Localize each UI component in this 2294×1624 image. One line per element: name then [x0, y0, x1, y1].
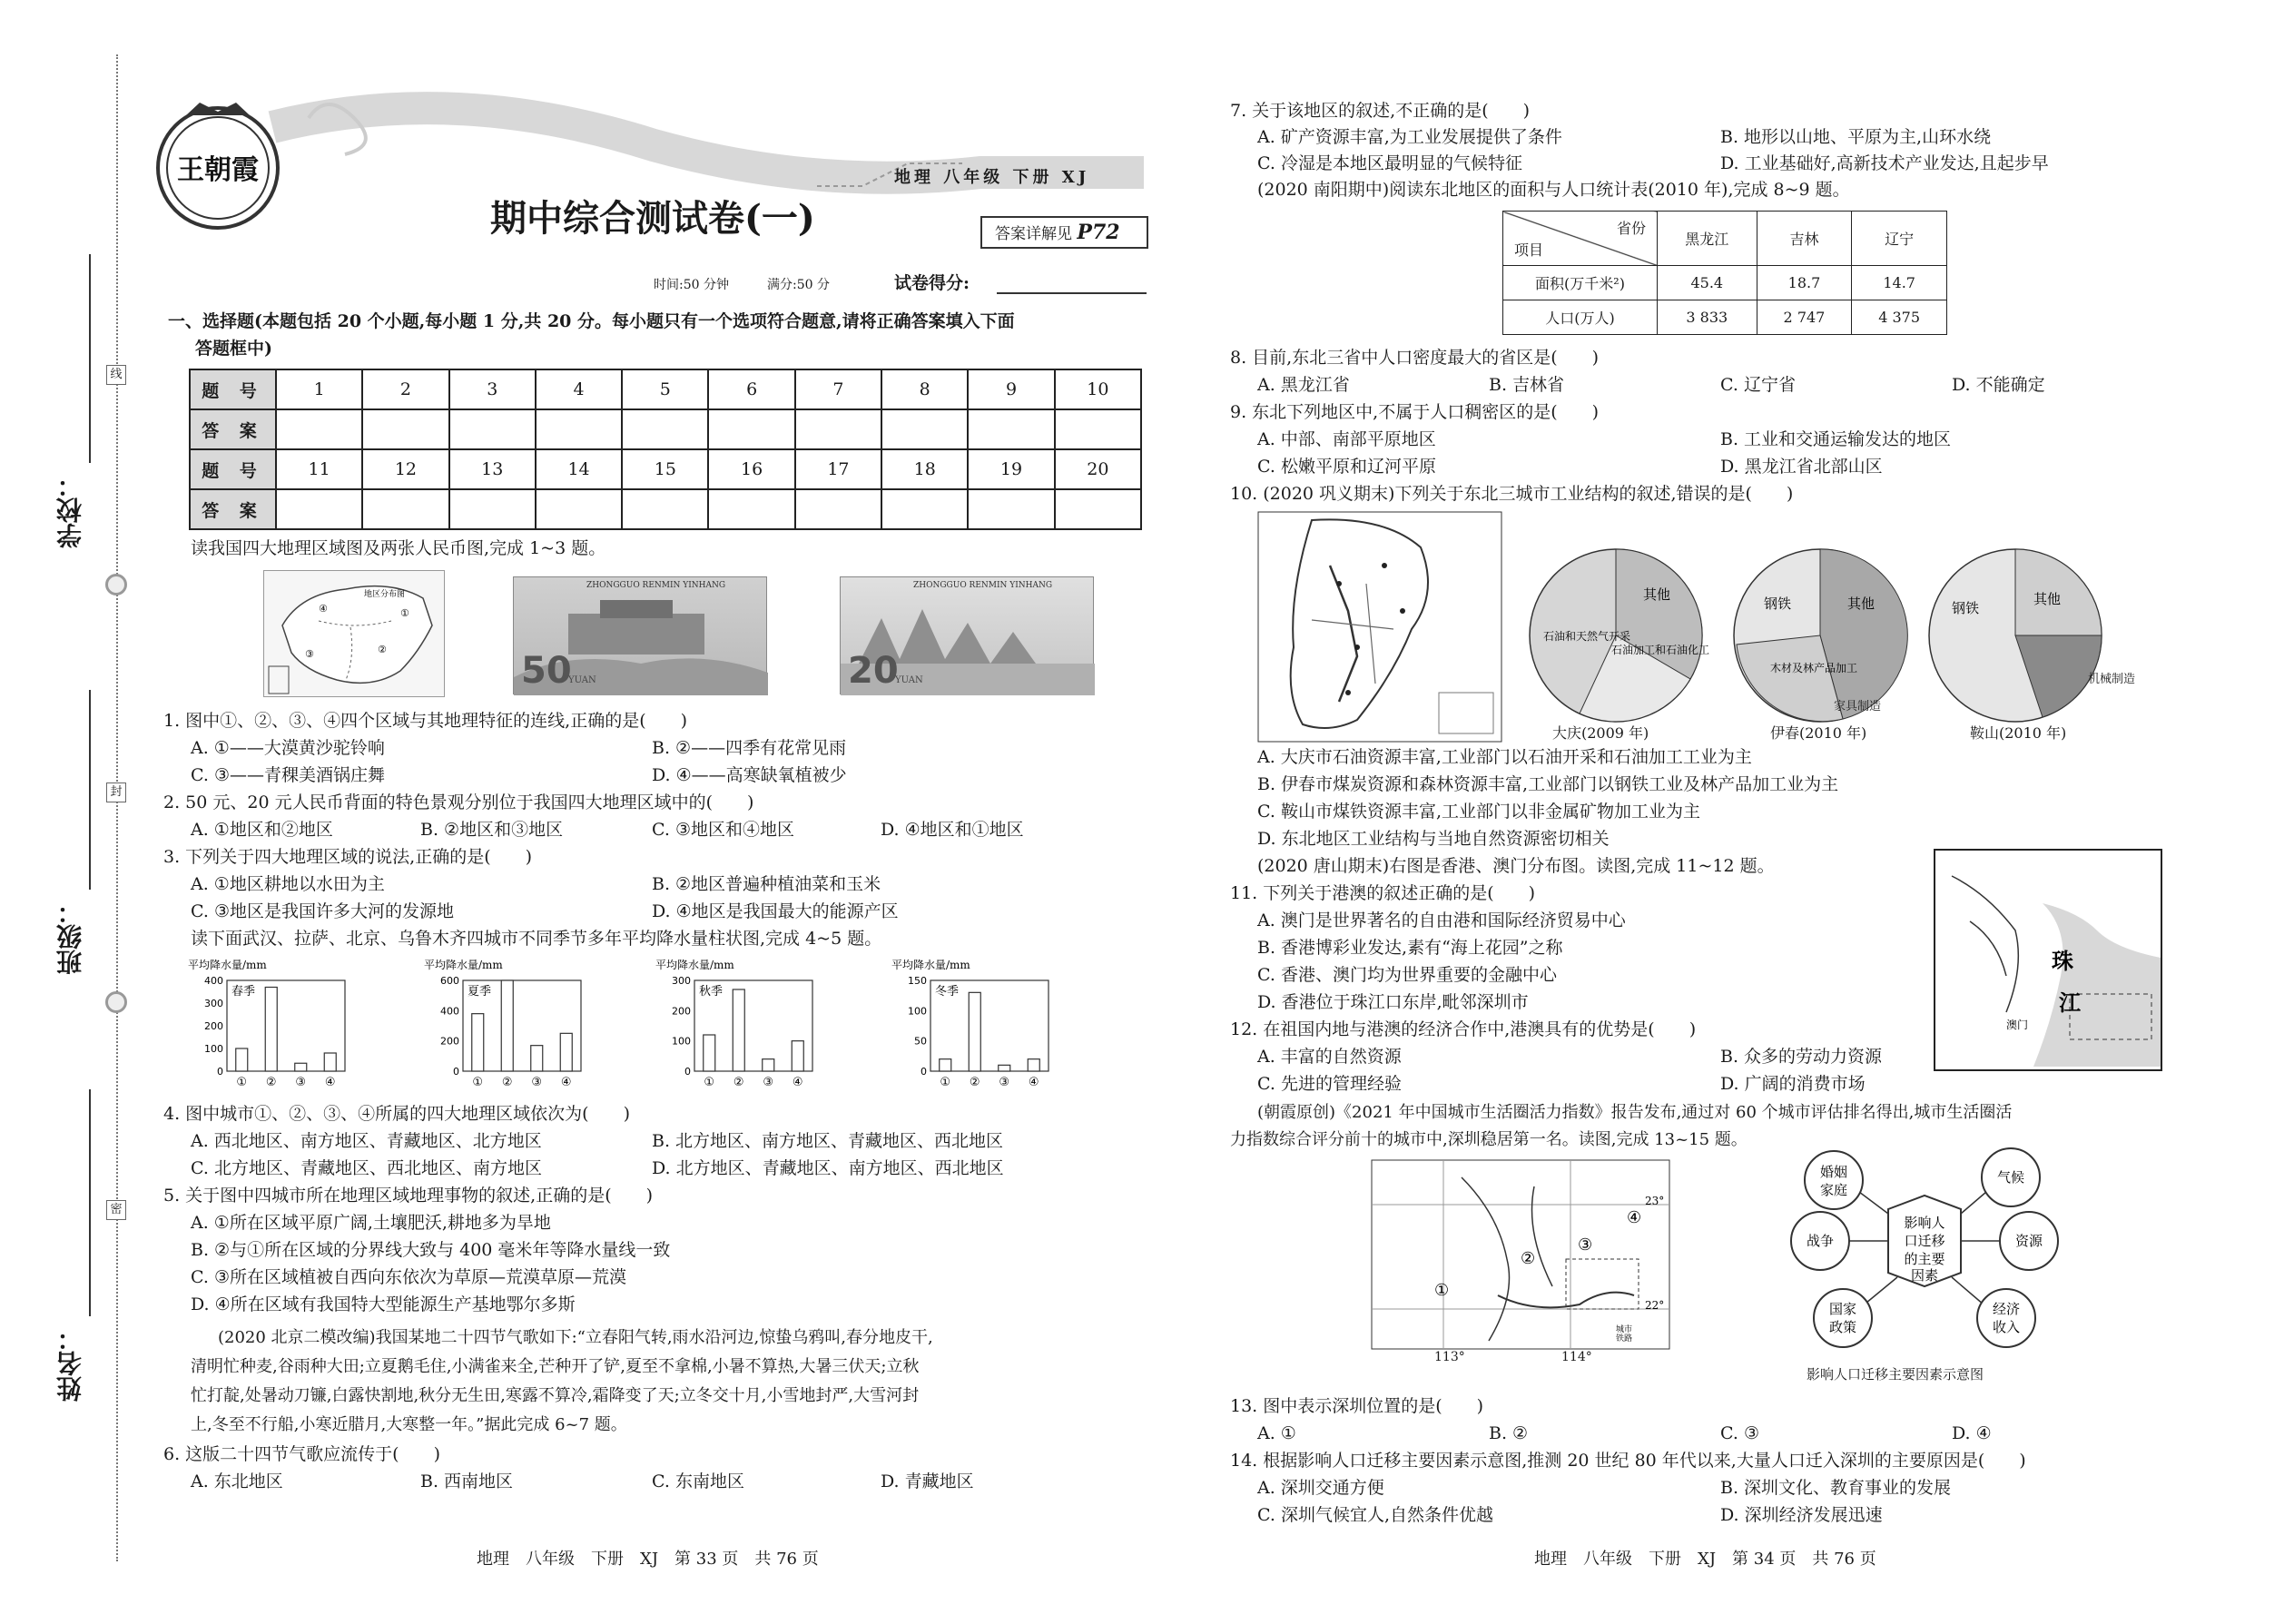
q3-stem: 3. 下列关于四大地理区域的说法,正确的是( ): [163, 847, 533, 867]
q5-option-a[interactable]: A. ①所在区域平原广阔,土壤肥沃,耕地多为旱地: [191, 1213, 551, 1233]
q4-option-c[interactable]: C. 北方地区、青藏地区、西北地区、南方地区: [191, 1158, 542, 1178]
stat-cell: 45.4: [1658, 266, 1757, 300]
binding-ring-1: [105, 574, 127, 595]
chart-season-title: 夏季: [468, 985, 492, 999]
q11-option-a[interactable]: A. 澳门是世界著名的自由港和国际经济贸易中心: [1257, 910, 1626, 930]
q5-option-c[interactable]: C. ③所在区域植被自西向东依次为草原—荒漠草原—荒漠: [191, 1267, 626, 1287]
chart-xtick: ①: [704, 1076, 715, 1089]
grid-num: 8: [881, 369, 968, 409]
answer-cell[interactable]: [622, 489, 708, 529]
grid-head-a2: 答 案: [190, 489, 276, 529]
pie-daqing: [1530, 549, 1709, 722]
chart-ytick: 100: [908, 1005, 927, 1018]
chart-ytick: 200: [204, 1020, 223, 1032]
answer-cell[interactable]: [362, 489, 448, 529]
industry-pie-charts: [1525, 545, 2062, 744]
chart-ytick: 0: [684, 1066, 691, 1078]
q12-option-a[interactable]: A. 丰富的自然资源: [1257, 1047, 1402, 1067]
grid-num: 2: [362, 369, 448, 409]
q1-option-b[interactable]: B. ②——四季有花常见雨: [652, 738, 847, 758]
pie-label: 石油加工和石油化工: [1611, 644, 1710, 656]
grid-head-q2: 题 号: [190, 449, 276, 489]
gd-marker-1: ①: [1434, 1281, 1450, 1300]
node-marriage-2: 家庭: [1819, 1182, 1848, 1198]
q12-option-b[interactable]: B. 众多的劳动力资源: [1720, 1047, 1883, 1067]
node-climate: 气候: [1996, 1169, 2025, 1186]
chart-bar: [531, 1046, 543, 1071]
chart-ytick: 0: [217, 1066, 223, 1078]
chart-ytick: 0: [921, 1066, 927, 1078]
name-label: 姓名：: [55, 1325, 85, 1402]
rmb-20-value: 20: [848, 650, 899, 692]
intro-q4-5: 读下面武汉、拉萨、北京、乌鲁木齐四城市不同季节多年平均降水量柱状图,完成 4~5 题。: [191, 929, 882, 949]
stat-row-population: [1503, 300, 1947, 335]
chart-ytick: 150: [908, 975, 927, 987]
gd-lon-113: 113°: [1434, 1350, 1465, 1364]
intro-q6-7-line1: (2020 北京二模改编)我国某地二十四节气歌如下:“立春阳气转,雨水沿河边,惊蛰乌鸦叫,春分地皮干,: [218, 1328, 933, 1347]
q7-option-d[interactable]: D. 工业基础好,高新技术产业发达,且起步早: [1720, 153, 2049, 173]
answer-grid-row-num1: [190, 369, 1141, 409]
q6-stem: 6. 这版二十四节气歌应流传于( ): [163, 1444, 440, 1464]
stat-row-area: [1503, 266, 1947, 300]
binding-ring-2: [105, 991, 127, 1013]
q6-option-c[interactable]: C. 东南地区: [652, 1471, 744, 1491]
chart-season-title: 冬季: [935, 985, 960, 999]
grid-head-a1: 答 案: [190, 409, 276, 449]
gd-lon-114: 114°: [1561, 1350, 1592, 1364]
chart-xtick: ④: [1028, 1076, 1039, 1089]
migration-center-4: 因素: [1910, 1267, 1939, 1284]
q10-option-b[interactable]: B. 伊春市煤炭资源和森林资源丰富,工业部门以钢铁工业及林产品加工业为主: [1257, 774, 1839, 794]
gd-legend-rail: 铁路: [1616, 1334, 1633, 1343]
intro-q13-15-line2: 力指数综合评分前十的城市中,深圳稳居第一名。读图,完成 13~15 题。: [1230, 1130, 1748, 1149]
gd-lat-22: 22°: [1645, 1299, 1665, 1312]
q10-stem: 10. (2020 巩义期末)下列关于东北三城市工业结构的叙述,错误的是( ): [1230, 484, 1794, 504]
seal-char-mi: 密: [106, 1200, 126, 1220]
intro-q6-7-line2: 清明忙种麦,谷雨种大田;立夏鹅毛住,小满雀来全,芒种开了铲,夏至不拿棉,小暑不算热,大暑三伏天;立秋: [191, 1357, 920, 1376]
school-label: 学校：: [55, 472, 85, 548]
q5-option-b[interactable]: B. ②与①所在区域的分界线大致与 400 毫米年等降水量线一致: [191, 1240, 671, 1260]
stat-col: 黑龙江: [1658, 212, 1757, 266]
chart-xtick: ③: [763, 1076, 774, 1089]
q10-option-c[interactable]: C. 鞍山市煤铁资源丰富,工业部门以非金属矿物加工业为主: [1257, 802, 1700, 822]
chart-ylabel: 平均降水量/mm: [188, 959, 267, 971]
grid-num: 1: [276, 369, 362, 409]
answer-cell[interactable]: [536, 409, 622, 449]
svg-text:④: ④: [319, 603, 328, 615]
q6-option-a[interactable]: A. 东北地区: [191, 1471, 283, 1491]
chart-xtick: ②: [265, 1076, 277, 1089]
stat-corner-cell: [1503, 212, 1658, 266]
pie-city-yichun: 伊春(2010 年): [1770, 724, 1867, 742]
q11-option-d[interactable]: D. 香港位于珠江口东岸,毗邻深圳市: [1257, 992, 1529, 1012]
rmb-20-note: [840, 576, 1094, 694]
q3-option-a[interactable]: A. ①地区耕地以水田为主: [191, 874, 385, 894]
grid-num: 12: [362, 449, 448, 489]
answer-cell[interactable]: [708, 489, 794, 529]
answer-cell[interactable]: [968, 489, 1054, 529]
grid-num: 10: [1055, 369, 1141, 409]
q14-stem: 14. 根据影响人口迁移主要因素示意图,推测 20 世纪 80 年代以来,大量人口迁入深圳的主要原因是( ): [1230, 1451, 2026, 1471]
chart-ytick: 100: [204, 1043, 223, 1055]
q8-option-d[interactable]: D. 不能确定: [1952, 375, 2045, 395]
chart-bar: [501, 980, 513, 1071]
intro-q13-15-line1: (朝霞原创)《2021 年中国城市生活圈活力指数》报告发布,通过对 60 个城市评估排名得出,城市生活圈活: [1257, 1103, 2013, 1122]
grid-num: 15: [622, 449, 708, 489]
stat-row-label: 人口(万人): [1503, 300, 1658, 335]
grid-head-q1: 题 号: [190, 369, 276, 409]
chart-ytick: 100: [672, 1035, 691, 1048]
q8-option-b[interactable]: B. 吉林省: [1489, 375, 1565, 395]
footer-right: 地理 八年级 下册 XJ 第 34 页 共 76 页: [1534, 1550, 1876, 1569]
chart-ytick: 200: [440, 1035, 459, 1048]
node-resources: 资源: [2014, 1233, 2043, 1249]
chart-xtick: ④: [324, 1076, 336, 1089]
answer-cell[interactable]: [449, 489, 536, 529]
chart-bar: [969, 992, 980, 1071]
q1-stem: 1. 图中①、②、③、④四个区域与其地理特征的连线,正确的是( ): [163, 711, 688, 731]
answer-grid-row-ans1: [190, 409, 1141, 449]
chart-ytick: 0: [453, 1066, 459, 1078]
answer-cell[interactable]: [449, 409, 536, 449]
node-marriage-1: 婚姻: [1819, 1164, 1848, 1180]
svg-text:②: ②: [378, 644, 387, 655]
q3-option-d[interactable]: D. ④地区是我国最大的能源产区: [652, 901, 899, 921]
rmb-50-yuan: YUAN: [568, 675, 596, 685]
chart-ylabel: 平均降水量/mm: [655, 959, 734, 971]
chart-xtick: ①: [236, 1076, 248, 1089]
seal-char-xian: 线: [106, 365, 126, 385]
stat-cell: 2 747: [1757, 300, 1852, 335]
pie-label: 其他: [2033, 591, 2062, 607]
q14-option-c[interactable]: C. 深圳气候宜人,自然条件优越: [1257, 1505, 1493, 1525]
q8-option-a[interactable]: A. 黑龙江省: [1257, 375, 1350, 395]
pie-city-daqing: 大庆(2009 年): [1552, 724, 1649, 742]
q7-option-b[interactable]: B. 地形以山地、平原为主,山环水绕: [1720, 127, 1992, 147]
node-policy-1: 国家: [1828, 1301, 1857, 1317]
grid-num: 19: [968, 449, 1054, 489]
q5-option-d[interactable]: D. ④所在区域有我国特大型能源生产基地鄂尔多斯: [191, 1294, 576, 1314]
chart-bar: [560, 1033, 572, 1071]
q2-option-c[interactable]: C. ③地区和④地区: [652, 820, 794, 840]
pie-label: 其他: [1643, 586, 1671, 603]
chart-bar: [940, 1059, 951, 1071]
header-tags: 地理 八年级 下册 XJ: [894, 168, 1090, 187]
grid-num: 5: [622, 369, 708, 409]
q9-option-a[interactable]: A. 中部、南部平原地区: [1257, 429, 1436, 449]
chart-ytick: 50: [914, 1035, 927, 1048]
migration-center-2: 口迁移: [1904, 1233, 1945, 1249]
q12-stem: 12. 在祖国内地与港澳的经济合作中,港澳具有的优势是( ): [1230, 1019, 1697, 1039]
intro-q11-12: (2020 唐山期末)右图是香港、澳门分布图。读图,完成 11~12 题。: [1257, 856, 1775, 876]
answer-cell[interactable]: [795, 409, 881, 449]
q1-option-d[interactable]: D. ④——高寒缺氧植被少: [652, 765, 847, 785]
chart-bar: [733, 989, 744, 1071]
stat-cell: 14.7: [1852, 266, 1947, 300]
footer-left: 地理 八年级 下册 XJ 第 33 页 共 76 页: [477, 1550, 819, 1569]
intro-q6-7-line4: 上,冬至不行船,小寒近腊月,大寒整一年。”据此完成 6~7 题。: [191, 1415, 627, 1434]
pearl-river-char1: 珠: [2052, 948, 2073, 974]
q9-option-c[interactable]: C. 松嫩平原和辽河平原: [1257, 457, 1436, 477]
school-write-line[interactable]: [89, 254, 91, 463]
china-region-map: [263, 570, 445, 697]
stat-row-label: 面积(万千米²): [1503, 266, 1658, 300]
q2-option-b[interactable]: B. ②地区和③地区: [420, 820, 564, 840]
stat-corner-top: 省份: [1616, 220, 1646, 237]
china-map-title: 地区分布图: [364, 590, 406, 599]
q13-option-c[interactable]: C. ③: [1720, 1423, 1759, 1443]
svg-text:③: ③: [305, 648, 314, 660]
answer-grid-row-num2: [190, 449, 1141, 489]
answer-grid-row-ans2: [190, 489, 1141, 529]
pie-city-anshan: 鞍山(2010 年): [1970, 724, 2067, 742]
grid-num: 9: [968, 369, 1054, 409]
pearl-river-delta-map: [1371, 1159, 1670, 1350]
chart-xtick: ②: [969, 1076, 980, 1089]
migration-center-1: 影响人: [1904, 1215, 1945, 1231]
hongkong-macau-map: [1934, 849, 2162, 1071]
answer-cell[interactable]: [276, 489, 362, 529]
pie-label: 其他: [1847, 595, 1876, 612]
answer-cell[interactable]: [708, 409, 794, 449]
answer-ref-text: 答案详解见: [995, 225, 1072, 243]
q2-option-d[interactable]: D. ④地区和①地区: [881, 820, 1024, 840]
chart-bar: [1028, 1059, 1039, 1071]
precip-chart-1: [422, 958, 604, 1098]
q6-option-d[interactable]: D. 青藏地区: [881, 1471, 974, 1491]
chart-ytick: 400: [440, 1005, 459, 1018]
binding-dotted-line: [116, 54, 118, 1561]
grid-num: 6: [708, 369, 794, 409]
stat-col: 吉林: [1757, 212, 1852, 266]
q7-option-a[interactable]: A. 矿产资源丰富,为工业发展提供了条件: [1257, 127, 1562, 147]
precip-chart-2: [654, 958, 835, 1098]
answer-cell[interactable]: [536, 489, 622, 529]
answer-cell[interactable]: [276, 409, 362, 449]
q9-stem: 9. 东北下列地区中,不属于人口稠密区的是( ): [1230, 402, 1600, 422]
q3-option-c[interactable]: C. ③地区是我国许多大河的发源地: [191, 901, 454, 921]
seal-char-feng: 封: [106, 782, 126, 802]
q4-option-d[interactable]: D. 北方地区、青藏地区、南方地区、西北地区: [652, 1158, 1004, 1178]
stat-cell: 3 833: [1658, 300, 1757, 335]
answer-reference-box: [980, 216, 1148, 249]
chart-bar: [236, 1048, 248, 1071]
pie-anshan-machinery: 机械制造: [2088, 673, 2136, 686]
grid-num: 18: [881, 449, 968, 489]
answer-cell[interactable]: [622, 409, 708, 449]
chart-xtick: ③: [999, 1076, 1010, 1089]
q12-option-c[interactable]: C. 先进的管理经验: [1257, 1074, 1402, 1094]
intro-q8-9: (2020 南阳期中)阅读东北地区的面积与人口统计表(2010 年),完成 8~9 题。: [1257, 180, 1850, 200]
pie-label: 木材及林产品加工: [1770, 662, 1858, 674]
q8-stem: 8. 目前,东北三省中人口密度最大的省区是( ): [1230, 348, 1600, 368]
chart-xtick: ④: [560, 1076, 572, 1089]
chart-ylabel: 平均降水量/mm: [424, 959, 503, 971]
class-write-line[interactable]: [89, 690, 91, 890]
exam-time: 时间:50 分钟: [654, 278, 729, 292]
pie-label: 石油和天然气开采: [1543, 630, 1631, 643]
pie-yichun: [1734, 549, 1907, 722]
q11-option-c[interactable]: C. 香港、澳门均为世界重要的金融中心: [1257, 965, 1557, 985]
gd-legend-city: 城市: [1616, 1325, 1633, 1334]
chart-ytick: 400: [204, 975, 223, 987]
pie-yichun-furniture: 家具制造: [1834, 700, 1882, 714]
page-title: 期中综合测试卷(一): [490, 197, 815, 240]
q14-option-a[interactable]: A. 深圳交通方便: [1257, 1478, 1384, 1498]
q7-stem: 7. 关于该地区的叙述,不正确的是( ): [1230, 101, 1531, 121]
class-label: 班级：: [55, 899, 85, 975]
pearl-river-char2: 江: [2059, 989, 2081, 1016]
answer-cell[interactable]: [795, 489, 881, 529]
intro-q1-3: 读我国四大地理区域图及两张人民币图,完成 1~3 题。: [191, 538, 606, 558]
chart-ytick: 600: [440, 975, 459, 987]
q13-option-a[interactable]: A. ①: [1257, 1423, 1296, 1443]
grid-num: 11: [276, 449, 362, 489]
migration-caption: 影响人口迁移主要因素示意图: [1807, 1366, 1984, 1383]
gd-marker-2: ②: [1521, 1249, 1536, 1268]
grid-num: 17: [795, 449, 881, 489]
precip-chart-3: [890, 958, 1071, 1098]
name-write-line[interactable]: [89, 1089, 91, 1316]
q14-option-b[interactable]: B. 深圳文化、教育事业的发展: [1720, 1478, 1952, 1498]
chart-bar: [324, 1053, 336, 1071]
answer-grid: [189, 369, 1142, 530]
chart-bar: [295, 1063, 307, 1071]
grid-num: 7: [795, 369, 881, 409]
q10-option-a[interactable]: A. 大庆市石油资源丰富,工业部门以石油开采和石油加工工业为主: [1257, 747, 1752, 767]
rmb-50-bank: ZHONGGUO RENMIN YINHANG: [586, 581, 726, 590]
svg-text:①: ①: [400, 607, 409, 619]
node-policy-2: 政策: [1828, 1319, 1857, 1335]
answer-cell[interactable]: [881, 489, 968, 529]
section1-title: 一、选择题(本题包括 20 个小题,每小题 1 分,共 20 分。每小题只有一个选项符合题意,请将正确答案填入下面: [168, 311, 1015, 331]
gd-marker-3: ③: [1578, 1235, 1593, 1255]
gd-marker-4: ④: [1627, 1208, 1642, 1227]
chart-bar: [472, 1014, 484, 1071]
q9-option-d[interactable]: D. 黑龙江省北部山区: [1720, 457, 1883, 477]
answer-cell[interactable]: [1055, 409, 1141, 449]
chart-ylabel: 平均降水量/mm: [891, 959, 970, 971]
chart-season-title: 秋季: [699, 985, 724, 999]
chart-ytick: 300: [672, 975, 691, 987]
macau-label: 澳门: [2006, 1019, 2029, 1031]
stat-col: 辽宁: [1852, 212, 1947, 266]
grid-num: 4: [536, 369, 622, 409]
q9-option-b[interactable]: B. 工业和交通运输发达的地区: [1720, 429, 1952, 449]
grid-num: 3: [449, 369, 536, 409]
chart-xtick: ②: [501, 1076, 513, 1089]
q13-stem: 13. 图中表示深圳位置的是( ): [1230, 1396, 1484, 1416]
score-label: 试卷得分:: [894, 273, 970, 293]
node-war: 战争: [1806, 1233, 1835, 1249]
q13-option-d[interactable]: D. ④: [1952, 1423, 1992, 1443]
chart-xtick: ①: [472, 1076, 484, 1089]
gd-lat-23: 23°: [1645, 1195, 1665, 1207]
section1-title-cont: 答题框中): [195, 339, 272, 359]
svg-text:王朝霞: 王朝霞: [177, 154, 259, 186]
node-income-2: 收入: [1992, 1319, 2021, 1335]
answer-cell[interactable]: [1055, 489, 1141, 529]
chart-bar: [763, 1059, 774, 1071]
q2-stem: 2. 50 元、20 元人民币背面的特色景观分别位于我国四大地理区域中的( ): [163, 792, 754, 812]
pie-label: 钢铁: [1764, 595, 1792, 612]
q11-option-b[interactable]: B. 香港博彩业发达,素有“海上花园”之称: [1257, 938, 1563, 958]
grid-num: 16: [708, 449, 794, 489]
chart-bar: [704, 1035, 715, 1071]
rmb-20-bank: ZHONGGUO RENMIN YINHANG: [913, 581, 1053, 590]
q14-option-d[interactable]: D. 深圳经济发展迅速: [1720, 1505, 1883, 1525]
stat-cell: 4 375: [1852, 300, 1947, 335]
grid-num: 14: [536, 449, 622, 489]
chart-bar: [265, 988, 277, 1072]
q3-option-b[interactable]: B. ②地区普遍种植油菜和玉米: [652, 874, 881, 894]
chart-season-title: 春季: [231, 985, 256, 999]
northeast-stat-table: [1502, 211, 1947, 335]
q1-option-a[interactable]: A. ①——大漠黄沙驼铃响: [191, 738, 385, 758]
q5-stem: 5. 关于图中四城市所在地理区域地理事物的叙述,正确的是( ): [163, 1186, 654, 1206]
chart-xtick: ③: [531, 1076, 543, 1089]
stat-header-row: [1503, 212, 1947, 266]
northeast-china-map: [1257, 511, 1502, 743]
q1-option-c[interactable]: C. ③——青稞美酒锅庄舞: [191, 765, 385, 785]
intro-q6-7-line3: 忙打靛,处暑动刀镰,白露快割地,秋分无生田,寒露不算冷,霜降变了天;立冬交十月,小雪地封严,大雪河封: [191, 1386, 920, 1405]
migration-center-3: 的主要: [1904, 1251, 1945, 1267]
answer-page: P72: [1077, 221, 1120, 244]
stat-corner-bottom: 项目: [1514, 241, 1544, 259]
chart-ytick: 300: [204, 998, 223, 1009]
migration-factor-diagram: [1766, 1146, 2074, 1373]
q2-option-a[interactable]: A. ①地区和②地区: [191, 820, 333, 840]
precip-chart-0: [186, 958, 368, 1098]
node-income-1: 经济: [1992, 1301, 2021, 1317]
q4-option-b[interactable]: B. 北方地区、南方地区、青藏地区、西北地区: [652, 1131, 1004, 1151]
q4-stem: 4. 图中城市①、②、③、④所属的四大地理区域依次为( ): [163, 1104, 630, 1124]
q6-option-b[interactable]: B. 西南地区: [420, 1471, 514, 1491]
pie-label: 钢铁: [1952, 600, 1980, 616]
q13-option-b[interactable]: B. ②: [1489, 1423, 1529, 1443]
chart-xtick: ②: [733, 1076, 744, 1089]
pie-anshan: [1929, 549, 2102, 722]
q12-option-d[interactable]: D. 广阔的消费市场: [1720, 1074, 1866, 1094]
rmb-50-note: [513, 576, 767, 694]
score-write-line[interactable]: [997, 292, 1147, 294]
answer-cell[interactable]: [968, 409, 1054, 449]
rmb-50-value: 50: [521, 650, 572, 692]
q10-option-d[interactable]: D. 东北地区工业结构与当地自然资源密切相关: [1257, 829, 1610, 849]
stat-cell: 18.7: [1757, 266, 1852, 300]
answer-cell[interactable]: [362, 409, 448, 449]
chart-ytick: 200: [672, 1005, 691, 1018]
q4-option-a[interactable]: A. 西北地区、南方地区、青藏地区、北方地区: [191, 1131, 542, 1151]
q7-option-c[interactable]: C. 冷湿是本地区最明显的气候特征: [1257, 153, 1522, 173]
exam-full-score: 满分:50 分: [767, 278, 830, 292]
grid-num: 20: [1055, 449, 1141, 489]
chart-bar: [792, 1041, 803, 1071]
q11-stem: 11. 下列关于港澳的叙述正确的是( ): [1230, 883, 1536, 903]
grid-num: 13: [449, 449, 536, 489]
chart-xtick: ①: [940, 1076, 951, 1089]
chart-xtick: ④: [792, 1076, 803, 1089]
chart-xtick: ③: [295, 1076, 307, 1089]
rmb-20-yuan: YUAN: [895, 675, 923, 685]
chart-bar: [999, 1065, 1010, 1071]
q8-option-c[interactable]: C. 辽宁省: [1720, 375, 1796, 395]
answer-cell[interactable]: [881, 409, 968, 449]
brand-logo: [150, 95, 286, 231]
